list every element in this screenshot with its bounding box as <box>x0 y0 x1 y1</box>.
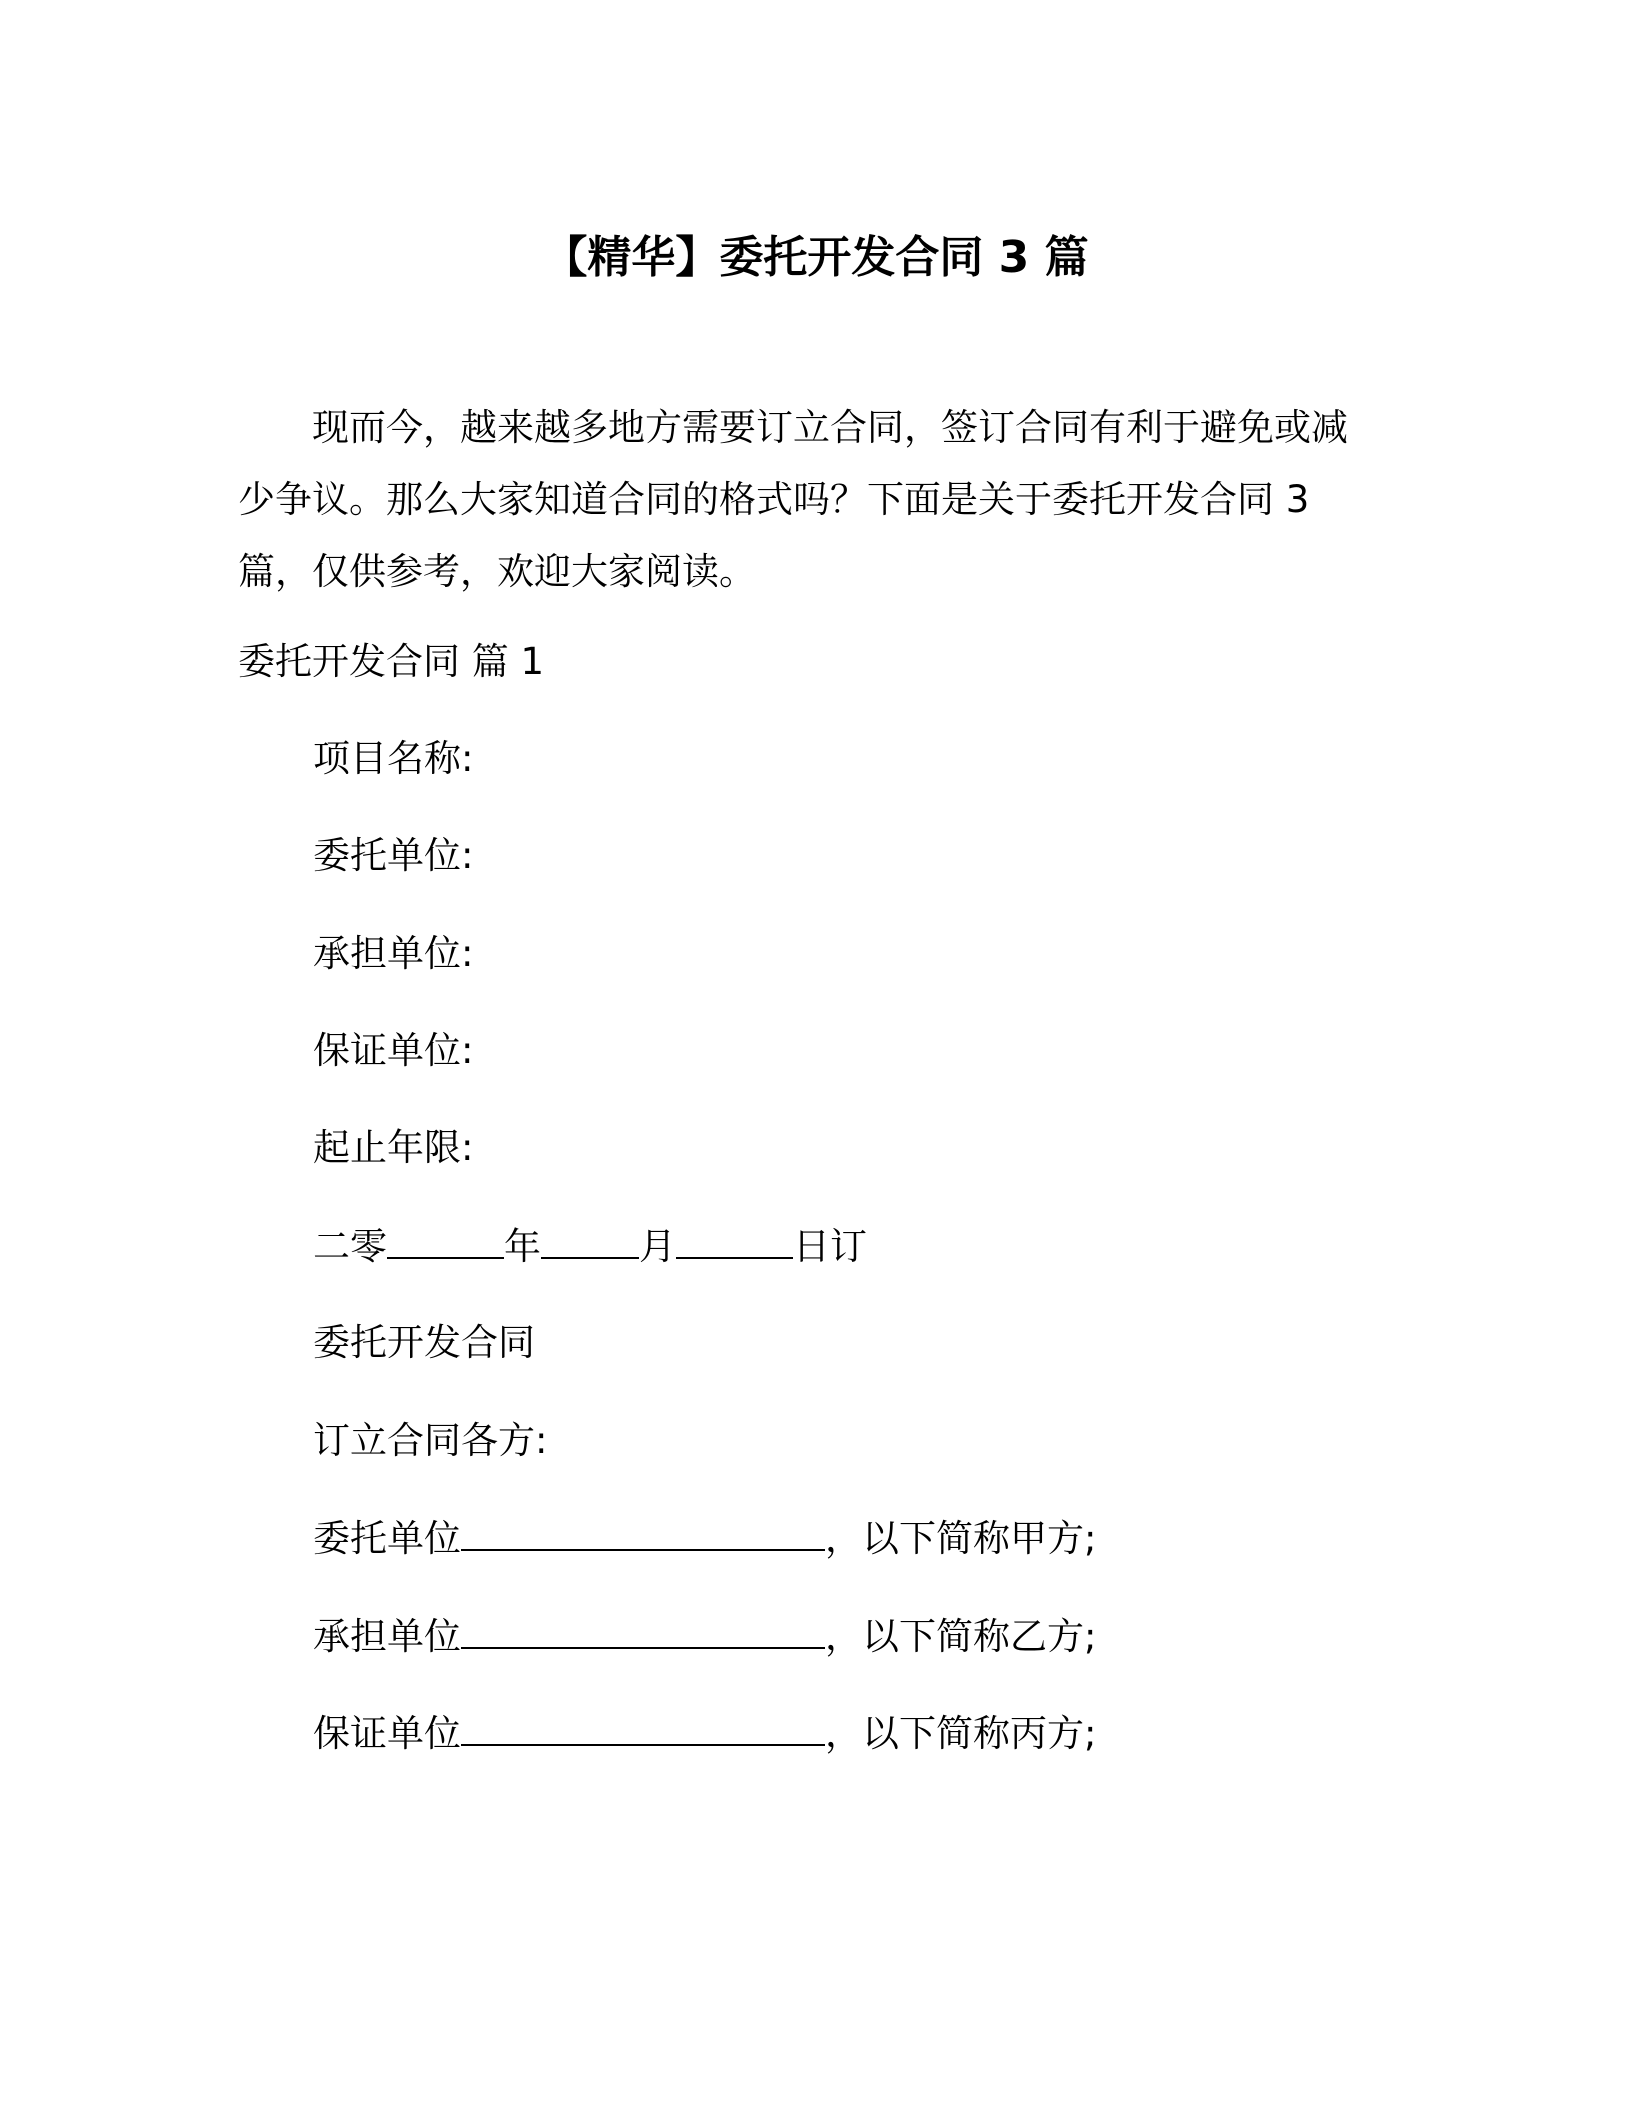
section-heading: 委托开发合同 篇 1 <box>238 640 545 683</box>
field-project-name: 项目名称: <box>313 737 474 780</box>
field-contractor-unit: 承担单位: <box>313 932 474 975</box>
date-day-label: 日订 <box>793 1225 867 1268</box>
month-blank <box>541 1221 639 1259</box>
day-blank <box>676 1221 793 1259</box>
party-b-label: 承担单位 <box>313 1615 461 1658</box>
field-guarantor-unit: 保证单位: <box>313 1029 474 1072</box>
date-line <box>313 1221 867 1272</box>
party-b-blank <box>461 1611 825 1649</box>
party-a-blank <box>461 1513 825 1551</box>
date-month-label: 月 <box>639 1225 676 1268</box>
party-c-suffix: ，以下简称丙方; <box>825 1712 1097 1755</box>
date-year-label: 年 <box>504 1225 541 1268</box>
field-client-unit: 委托单位: <box>313 834 474 877</box>
contract-title: 委托开发合同 <box>313 1321 535 1364</box>
party-c-label: 保证单位 <box>313 1712 461 1755</box>
party-a-suffix: ，以下简称甲方; <box>825 1517 1097 1560</box>
document-title: 【精华】委托开发合同 3 篇 <box>543 232 1089 283</box>
party-line-a <box>313 1513 1096 1564</box>
date-prefix: 二零 <box>313 1225 387 1268</box>
party-b-suffix: ，以下简称乙方; <box>825 1615 1097 1658</box>
party-c-blank <box>461 1708 825 1746</box>
party-line-b <box>313 1611 1096 1662</box>
intro-paragraph: 现而今，越来越多地方需要订立合同，签订合同有利于避免或减少争议。那么大家知道合同的格式吗？下面是关于委托开发合同 3 篇，仅供参考，欢迎大家阅读。 <box>238 406 1348 593</box>
party-a-label: 委托单位 <box>313 1517 461 1560</box>
year-blank <box>387 1221 504 1259</box>
party-line-c <box>313 1708 1096 1759</box>
parties-label: 订立合同各方: <box>313 1419 548 1462</box>
field-term: 起止年限: <box>313 1126 474 1169</box>
